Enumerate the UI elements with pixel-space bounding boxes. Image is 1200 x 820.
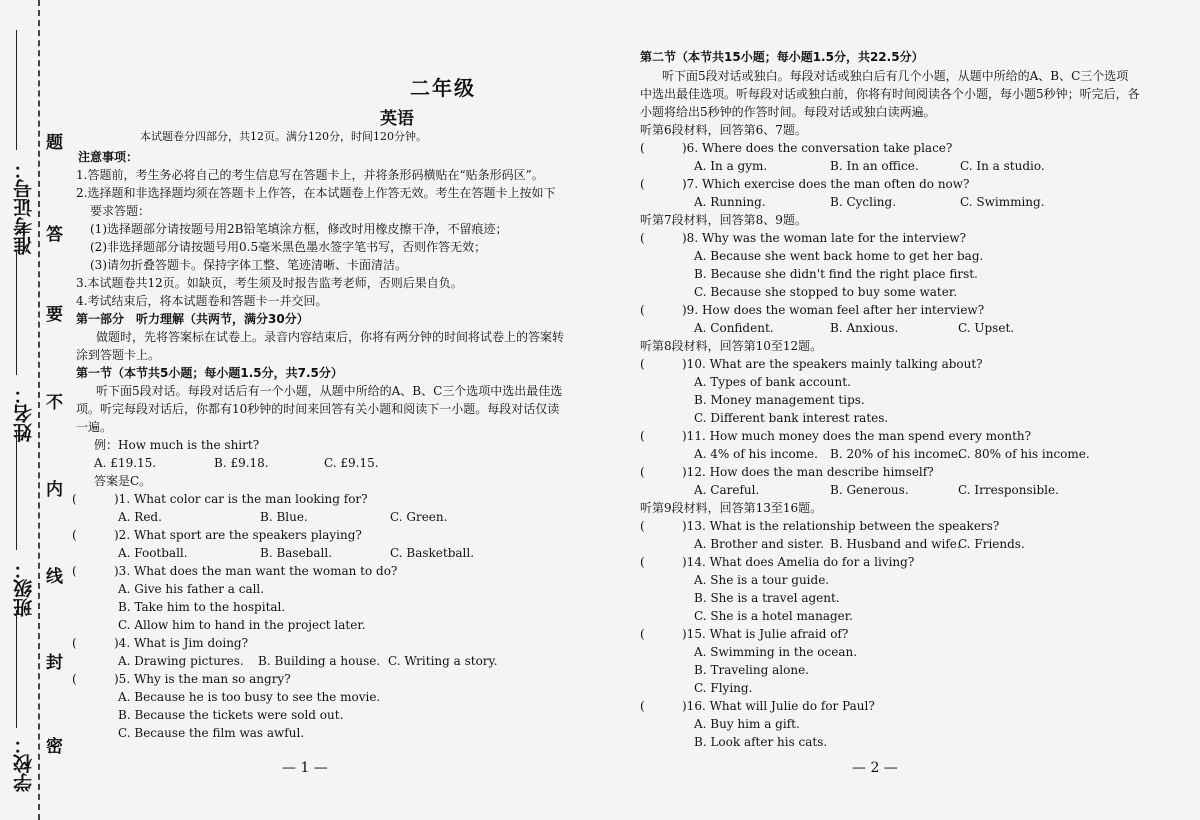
group-heading: 听第7段材料，回答第8、9题。 bbox=[640, 213, 807, 227]
note-item: 3.本试题卷共12页。如缺页，考生须及时报告监考老师，否则后果自负。 bbox=[76, 276, 463, 290]
name-line bbox=[16, 250, 17, 375]
class-line bbox=[16, 430, 17, 550]
question-1: ( )1. What color car is the man looking for? bbox=[72, 492, 368, 506]
answer-option: B. Because the tickets were sold out. bbox=[118, 708, 344, 722]
question-14: ( )14. What does Amelia do for a living? bbox=[640, 555, 915, 569]
section-1-heading: 第一节（本节共5小题；每小题1.5分，共7.5分） bbox=[76, 366, 343, 380]
question-2: ( )2. What sport are the speakers playing? bbox=[72, 528, 362, 542]
answer-option: B. Anxious. bbox=[830, 321, 899, 335]
section-1-desc: 一遍。 bbox=[76, 420, 113, 434]
example-option: B. £9.18. bbox=[214, 456, 269, 470]
note-item: (3)请勿折叠答题卡。保持字体工整、笔迹清晰、卡面清洁。 bbox=[90, 258, 408, 272]
answer-option: C. Basketball. bbox=[390, 546, 475, 560]
answer-option: A. Give his father a call. bbox=[118, 582, 265, 596]
seal-char: 要 bbox=[46, 305, 63, 325]
answer-option: B. Take him to the hospital. bbox=[118, 600, 286, 614]
school-label: 学校： bbox=[13, 735, 35, 792]
answer-option: B. Husband and wife. bbox=[830, 537, 961, 551]
answer-option: C. 80% of his income. bbox=[958, 447, 1090, 461]
answer-option: A. Brother and sister. bbox=[694, 537, 824, 551]
answer-option: C. Because the film was awful. bbox=[118, 726, 305, 740]
part-1-desc: 做题时，先将答案标在试卷上。录音内容结束后，你将有两分钟的时间将试卷上的答案转 bbox=[96, 330, 565, 344]
note-item: 2.选择题和非选择题均须在答题卡上作答，在本试题卷上作答无效。考生在答题卡上按如下 bbox=[76, 186, 556, 200]
answer-option: B. Traveling alone. bbox=[694, 663, 809, 677]
question-5: ( )5. Why is the man so angry? bbox=[72, 672, 291, 686]
question-16: ( )16. What will Julie do for Paul? bbox=[640, 699, 875, 713]
binding-dashed-line bbox=[38, 0, 40, 820]
question-9: ( )9. How does the woman feel after her interview? bbox=[640, 303, 985, 317]
answer-option: A. Drawing pictures. bbox=[118, 654, 244, 668]
answer-option: C. Swimming. bbox=[960, 195, 1045, 209]
note-item: 1.答题前，考生务必将自己的考生信息写在答题卡上，并将条形码横贴在“贴条形码区”。 bbox=[76, 168, 544, 182]
answer-option: A. Swimming in the ocean. bbox=[694, 645, 858, 659]
seal-char: 答 bbox=[46, 225, 63, 245]
exam-info: 本试题卷分四部分，共12页。满分120分，时间120分钟。 bbox=[140, 130, 427, 143]
question-4: ( )4. What is Jim doing? bbox=[72, 636, 249, 650]
answer-option: A. Because he is too busy to see the movie. bbox=[118, 690, 381, 704]
seal-char: 题 bbox=[46, 133, 63, 153]
part-1-heading: 第一部分 听力理解（共两节，满分30分） bbox=[76, 312, 309, 326]
answer-option: A. Confident. bbox=[694, 321, 774, 335]
answer-option: A. Types of bank account. bbox=[694, 375, 851, 389]
section-2-heading: 第二节（本节共15小题；每小题1.5分，共22.5分） bbox=[640, 50, 924, 64]
answer-option: B. Money management tips. bbox=[694, 393, 865, 407]
question-8: ( )8. Why was the woman late for the interview? bbox=[640, 231, 967, 245]
answer-option: C. She is a hotel manager. bbox=[694, 609, 853, 623]
answer-option: B. In an office. bbox=[830, 159, 919, 173]
part-1-desc: 涂到答题卡上。 bbox=[76, 348, 161, 362]
answer-option: C. In a studio. bbox=[960, 159, 1045, 173]
answer-option: B. Because she didn't find the right place first. bbox=[694, 267, 978, 281]
group-heading: 听第9段材料，回答第13至16题。 bbox=[640, 501, 823, 515]
section-2-desc: 听下面5段对话或独白。每段对话或独白后有几个小题，从题中所给的A、B、C三个选项 bbox=[662, 69, 1129, 83]
answer-option: A. In a gym. bbox=[694, 159, 768, 173]
notes-title: 注意事项： bbox=[78, 150, 139, 164]
example-question: 例：How much is the shirt? bbox=[94, 438, 260, 452]
answer-option: B. 20% of his income. bbox=[830, 447, 962, 461]
answer-option: C. Writing a story. bbox=[388, 654, 498, 668]
question-7: ( )7. Which exercise does the man often do now? bbox=[640, 177, 970, 191]
note-item: (1)选择题部分请按题号用2B铅笔填涂方框，修改时用橡皮擦干净，不留痕迹； bbox=[90, 222, 508, 236]
answer-option: A. Because she went back home to get her bag. bbox=[694, 249, 984, 263]
section-2-desc: 中选出最佳选项。听每段对话或独白前，你将有时间阅读各个小题，每小题5秒钟；听完后，各 bbox=[640, 87, 1140, 101]
question-13: ( )13. What is the relationship between the speakers? bbox=[640, 519, 1000, 533]
answer-option: B. Blue. bbox=[260, 510, 308, 524]
school-line bbox=[16, 610, 17, 728]
answer-option: C. Flying. bbox=[694, 681, 753, 695]
answer-option: B. Building a house. bbox=[258, 654, 381, 668]
seal-char: 封 bbox=[46, 653, 63, 673]
answer-option: C. Allow him to hand in the project later. bbox=[118, 618, 366, 632]
question-6: ( )6. Where does the conversation take place? bbox=[640, 141, 953, 155]
seal-char: 密 bbox=[46, 737, 63, 757]
question-11: ( )11. How much money does the man spend every month? bbox=[640, 429, 1032, 443]
section-1-desc: 听下面5段对话。每段对话后有一个小题，从题中所给的A、B、C三个选项中选出最佳选 bbox=[96, 384, 563, 398]
answer-option: A. Running. bbox=[694, 195, 766, 209]
name-label: 姓名： bbox=[13, 385, 35, 442]
answer-option: A. Buy him a gift. bbox=[694, 717, 800, 731]
example-answer: 答案是C。 bbox=[94, 474, 152, 488]
section-2-desc: 小题将给出5秒钟的作答时间。每段对话或独白读两遍。 bbox=[640, 105, 936, 119]
note-item: (2)非选择题部分请按题号用0.5毫米黑色墨水签字笔书写，否则作答无效； bbox=[90, 240, 487, 254]
answer-option: C. Different bank interest rates. bbox=[694, 411, 889, 425]
note-item: 要求答题： bbox=[90, 204, 151, 218]
page-number-1: — 1 — bbox=[282, 760, 328, 776]
subject-title: 英语 bbox=[380, 109, 414, 129]
group-heading: 听第8段材料，回答第10至12题。 bbox=[640, 339, 823, 353]
answer-option: A. Football. bbox=[118, 546, 188, 560]
answer-option: C. Friends. bbox=[958, 537, 1025, 551]
exam-number-label: 准考证号： bbox=[13, 160, 35, 255]
answer-option: C. Green. bbox=[390, 510, 448, 524]
answer-option: C. Upset. bbox=[958, 321, 1015, 335]
binding-strip bbox=[0, 0, 66, 820]
answer-option: B. Generous. bbox=[830, 483, 909, 497]
seal-char: 不 bbox=[46, 393, 63, 413]
group-heading: 听第6段材料，回答第6、7题。 bbox=[640, 123, 807, 137]
answer-option: C. Because she stopped to buy some water. bbox=[694, 285, 958, 299]
answer-option: A. She is a tour guide. bbox=[694, 573, 830, 587]
grade-title: 二年级 bbox=[410, 76, 476, 100]
answer-option: C. Irresponsible. bbox=[958, 483, 1059, 497]
answer-option: A. Red. bbox=[118, 510, 162, 524]
question-10: ( )10. What are the speakers mainly talking about? bbox=[640, 357, 983, 371]
seal-char: 线 bbox=[46, 567, 63, 587]
question-12: ( )12. How does the man describe himself? bbox=[640, 465, 934, 479]
answer-option: B. Cycling. bbox=[830, 195, 897, 209]
note-item: 4.考试结束后，将本试题卷和答题卡一并交回。 bbox=[76, 294, 328, 308]
answer-option: B. Look after his cats. bbox=[694, 735, 828, 749]
example-option: C. £9.15. bbox=[324, 456, 379, 470]
answer-option: B. She is a travel agent. bbox=[694, 591, 840, 605]
exam-number-line bbox=[16, 30, 17, 150]
class-label: 班级： bbox=[13, 560, 35, 617]
example-option: A. £19.15. bbox=[94, 456, 157, 470]
seal-char: 内 bbox=[46, 480, 63, 500]
answer-option: A. 4% of his income. bbox=[694, 447, 818, 461]
answer-option: A. Careful. bbox=[694, 483, 760, 497]
question-3: ( )3. What does the man want the woman to do? bbox=[72, 564, 398, 578]
page-number-2: — 2 — bbox=[852, 760, 898, 776]
question-15: ( )15. What is Julie afraid of? bbox=[640, 627, 849, 641]
answer-option: B. Baseball. bbox=[260, 546, 333, 560]
section-1-desc: 项。听完每段对话后，你都有10秒钟的时间来回答有关小题和阅读下一小题。每段对话仅读 bbox=[76, 402, 560, 416]
